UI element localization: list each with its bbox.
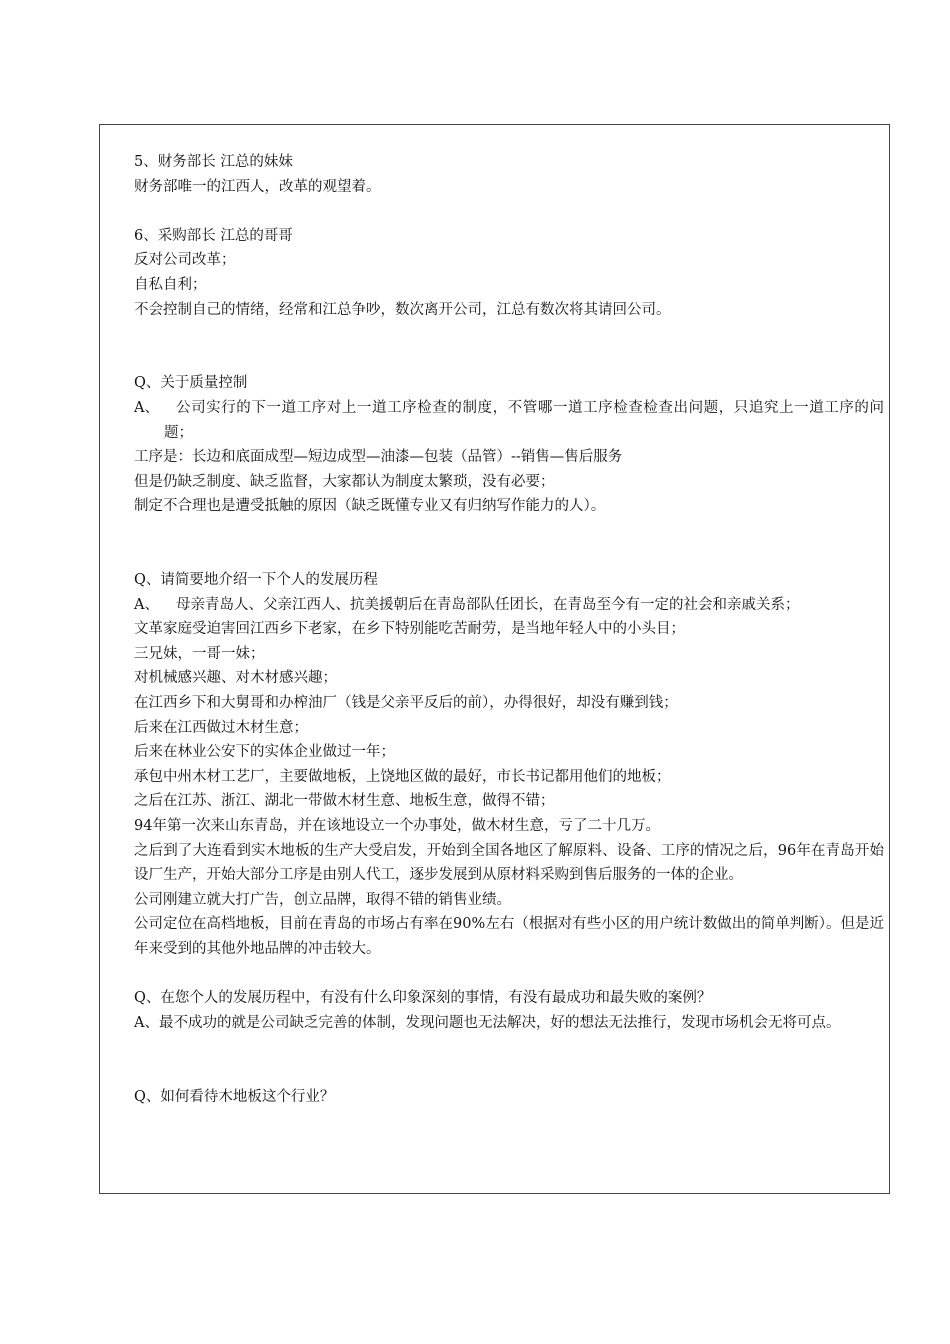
quality-question: Q、关于质量控制 <box>134 375 248 392</box>
history-answer <box>134 593 884 618</box>
history-line: 对机械感兴趣、对木材感兴趣； <box>134 670 337 687</box>
history-answer-text: 母亲青岛人、父亲江西人、抗美援朝后在青岛部队任团长，在青岛至今有一定的社会和亲戚关系； <box>176 596 800 613</box>
quality-answer-text: 公司实行的下一道工序对上一道工序检查的制度，不管哪一道工序检查检查出问题，只追究上一道工序的问题； <box>164 399 884 441</box>
procurement-line: 不会控制自己的情绪，经常和江总争吵，数次离开公司，江总有数次将其请回公司。 <box>134 301 671 318</box>
history-line: 94年第一次来山东青岛，并在该地设立一个办事处，做木材生意，亏了二十几万。 <box>134 818 660 835</box>
finance-title: 5、财务部长 江总的妹妹 <box>134 154 293 170</box>
quality-line: 工序是：长边和底面成型—短边成型—油漆—包装（品管）--销售—售后服务 <box>134 449 623 466</box>
history-line: 承包中州木材工艺厂，主要做地板，上饶地区做的最好，市长书记都用他们的地板； <box>134 768 671 785</box>
finance-line: 财务部唯一的江西人，改革的观望着。 <box>134 178 381 195</box>
procurement-line: 反对公司改革； <box>134 252 236 269</box>
history-line: 在江西乡下和大舅哥和办榨油厂（钱是父亲平反后的前），办得很好，却没有赚到钱； <box>134 695 678 712</box>
quality-line: 制定不合理也是遭受抵触的原因（缺乏既懂专业又有归纳写作能力的人）。 <box>134 498 606 515</box>
history-line: 公司刚建立就大打广告，创立品牌，取得不错的销售业绩。 <box>134 891 511 908</box>
cases-answer: A、最不成功的就是公司缺乏完善的体制，发现问题也无法解决，好的想法无法推行，发现市场机会无将可点。 <box>134 1014 841 1031</box>
procurement-title: 6、采购部长 江总的哥哥 <box>134 227 293 244</box>
history-line: 后来在林业公安下的实体企业做过一年； <box>134 744 395 761</box>
history-paragraph: 之后到了大连看到实木地板的生产大受启发，开始到全国各地区了解原料、设备、工序的情况之后，96年在青岛开始设厂生产，开始大部分工序是由别人代工，逐步发展到从原材料采购到售后服务的一体的企业。 <box>134 842 884 884</box>
history-line: 后来在江西做过木材生意； <box>134 719 308 736</box>
history-line: 之后在江苏、浙江、湖北一带做木材生意、地板生意，做得不错； <box>134 793 555 810</box>
industry-question: Q、如何看待木地板这个行业？ <box>134 1088 335 1105</box>
history-question: Q、请简要地介绍一下个人的发展历程 <box>134 572 378 589</box>
history-line: 文革家庭受迫害回江西乡下老家，在乡下特别能吃苦耐劳，是当地年轻人中的小头目； <box>134 621 685 638</box>
procurement-line: 自私自利； <box>134 276 207 293</box>
history-line: 三兄妹，一哥一妹； <box>134 645 265 662</box>
answer-marker: A、 <box>134 596 159 613</box>
quality-line: 但是仍缺乏制度、缺乏监督，大家都认为制度太繁琐，没有必要； <box>134 473 555 490</box>
answer-marker: A、 <box>134 399 159 416</box>
history-paragraph: 公司定位在高档地板，目前在青岛的市场占有率在90%左右（根据对有些小区的用户统计数做出的简单判断）。但是近年来受到的其他外地品牌的冲击较大。 <box>134 916 884 957</box>
quality-answer <box>134 396 884 445</box>
interview-notes <box>134 150 884 1109</box>
cases-question: Q、在您个人的发展历程中，有没有什么印象深刻的事情，有没有最成功和最失败的案例？ <box>134 990 712 1007</box>
